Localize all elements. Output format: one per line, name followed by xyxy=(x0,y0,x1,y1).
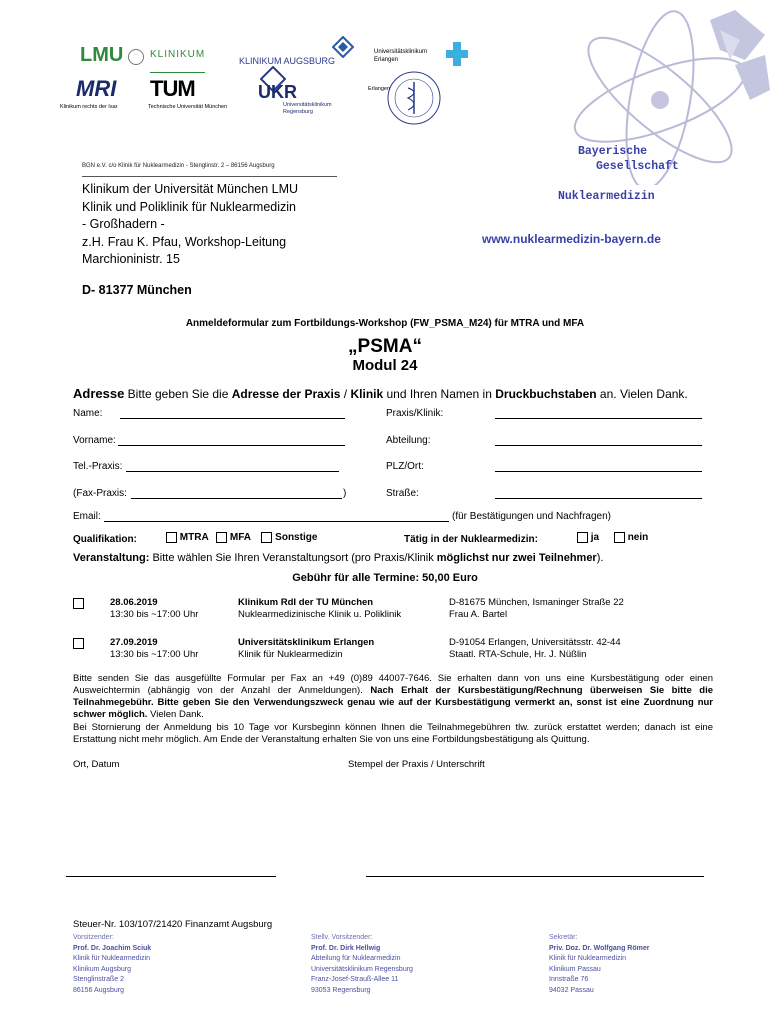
fax-label: (Fax-Praxis: xyxy=(73,488,127,499)
event-1-date: 28.06.2019 xyxy=(110,597,158,608)
mri-logo-text: MRI xyxy=(76,76,117,101)
tel-label: Tel.-Praxis: xyxy=(73,461,123,472)
praxis-label: Praxis/Klinik: xyxy=(386,408,444,419)
mri-caption: Klinikum rechts der Isar xyxy=(60,104,118,110)
name-field[interactable] xyxy=(120,418,345,419)
instructions-paragraph xyxy=(73,673,713,721)
event-2-checkbox[interactable] xyxy=(73,638,84,649)
event-2-addr1: D-91054 Erlangen, Universitätsstr. 42-44 xyxy=(449,637,621,648)
address-line: - Großhadern - xyxy=(82,217,165,231)
klinikum-augsburg-emblem-icon xyxy=(332,36,354,58)
ukr-logo-text: UKR xyxy=(258,82,297,102)
mfa-label: MFA xyxy=(229,532,251,544)
footer-col-3-line: 94032 Passau xyxy=(549,986,594,994)
form-topic: „PSMA“ xyxy=(348,336,422,357)
society-name-line1: Bayerische xyxy=(578,145,648,158)
taetig-options xyxy=(577,532,648,543)
veranstaltung-label: Veranstaltung: xyxy=(73,552,150,564)
uni-erlangen-line1: Universitätsklinikum xyxy=(374,49,428,55)
form-module: Modul 24 xyxy=(352,357,418,374)
address-line: Klinik und Poliklinik für Nuklearmedizin xyxy=(82,199,296,214)
footer-col-1-line: 86156 Augsburg xyxy=(73,986,124,994)
intro-part: Klinik xyxy=(350,387,384,401)
footer-col-2-line: 93053 Regensburg xyxy=(311,986,371,994)
mtra-checkbox[interactable] xyxy=(166,532,177,543)
event-1-place-sub: Nuklearmedizinische Klinik u. Poliklinik xyxy=(238,609,402,620)
footer-col-2-name: Prof. Dr. Dirk Hellwig xyxy=(311,944,381,952)
ukr-caption xyxy=(283,102,332,116)
instructions-part: Nach Erhalt der Kursbestätigung/Rechnung überweisen Sie bitte die Teilnahmegebühr. Bitte geben Sie den Verwendungszweck genau wie auf der Kursbestätigung vermerkt an, sonst ist eine Zuordnung nur schwer möglich. xyxy=(73,685,713,720)
vorname-label: Vorname: xyxy=(73,435,116,446)
footer-col-2 xyxy=(311,933,413,996)
society-name-line3: Nuklearmedizin xyxy=(558,190,655,203)
veranstaltung-part: Bitte wählen Sie Ihren Veranstaltungsort (pro Praxis/Klinik xyxy=(149,552,437,564)
klinikum-logo xyxy=(150,44,205,73)
sonstige-label: Sonstige xyxy=(275,532,318,544)
nein-label: nein xyxy=(627,532,649,544)
intro-part: und Ihren Namen in xyxy=(383,387,496,401)
event-2-time: 13:30 bis ~17:00 Uhr xyxy=(110,649,199,660)
tum-logo-text: TUM xyxy=(150,76,195,101)
ukr-caption-line1: Universitätsklinikum xyxy=(283,102,332,108)
klinikum-logo-text: KLINIKUM xyxy=(150,49,206,60)
footer-col-2-line: Franz-Josef-Strauß-Allee 11 xyxy=(311,976,399,983)
abteilung-label: Abteilung: xyxy=(386,435,431,446)
uni-erlangen-logo xyxy=(374,48,427,64)
footer-col-2-line: Universitätsklinikum Regensburg xyxy=(311,965,413,973)
footer-col-1-line: Stenglinstraße 2 xyxy=(73,976,124,983)
mtra-label: MTRA xyxy=(179,532,209,544)
intro-part: / xyxy=(340,387,351,401)
atom-emblem-icon xyxy=(560,10,770,185)
event-1-addr2: Frau A. Bartel xyxy=(449,609,508,620)
praxis-field[interactable] xyxy=(495,418,702,419)
event-1-place: Klinikum RdI der TU München xyxy=(238,597,374,608)
intro-part: an. Vielen Dank. xyxy=(596,387,688,401)
event-2-place-sub: Klinik für Nuklearmedizin xyxy=(238,649,343,660)
mfa-checkbox[interactable] xyxy=(216,532,227,543)
ja-label: ja xyxy=(590,532,600,544)
event-1-time: 13:30 bis ~17:00 Uhr xyxy=(110,609,199,620)
ukr-caption-line2: Regensburg xyxy=(283,109,313,115)
instructions-part: Vielen Dank. xyxy=(147,709,204,720)
abteilung-field[interactable] xyxy=(495,445,702,446)
society-url[interactable]: www.nuklearmedizin-bayern.de xyxy=(482,232,661,246)
ort-datum-label: Ort, Datum xyxy=(73,759,120,770)
intro-part: Adresse xyxy=(73,386,125,401)
footer-col-1-role: Vorsitzender: xyxy=(73,934,114,941)
event-1-place-block xyxy=(238,597,401,621)
footer-col-3-line: Klinikum Passau xyxy=(549,965,601,973)
event-2-date: 27.09.2019 xyxy=(110,637,158,648)
strasse-field[interactable] xyxy=(495,498,702,499)
vorname-field[interactable] xyxy=(118,445,345,446)
name-label: Name: xyxy=(73,408,103,419)
footer-col-1-name: Prof. Dr. Joachim Sciuk xyxy=(73,944,152,952)
uni-erlangen-line2: Erlangen xyxy=(374,57,399,63)
taetig-label: Tätig in der Nuklearmedizin: xyxy=(404,534,538,545)
ja-checkbox[interactable] xyxy=(577,532,588,543)
footer-col-1-line: Klinikum Augsburg xyxy=(73,965,131,973)
tum-caption: Technische Universität München xyxy=(148,104,228,110)
event-1-checkbox[interactable] xyxy=(73,598,84,609)
footer-col-3 xyxy=(549,933,649,996)
qualifikation-options xyxy=(166,532,317,543)
recipient-city: D- 81377 München xyxy=(82,283,192,297)
event-1-addr-block xyxy=(449,597,624,621)
fax-field[interactable] xyxy=(131,498,342,499)
erlangen-seal-label: Erlangen xyxy=(368,86,391,92)
intro-part: Adresse der Praxis xyxy=(231,387,341,401)
intro-part: Druckbuchstaben xyxy=(495,387,597,401)
address-intro xyxy=(73,386,688,401)
cancellation-paragraph: Bei Stornierung der Anmeldung bis 10 Tage vor Kursbeginn können Ihnen die Teilnahmegebühren tlw. zurück erstattet werden; danach ist eine Erstattung nicht mehr möglich. Am Ende der Veranstaltung erhalten Sie von uns eine Fortbildungsbestätigung als Quittung. xyxy=(73,722,713,745)
plz-label: PLZ/Ort: xyxy=(386,461,424,472)
medical-cross-icon xyxy=(446,42,468,66)
veranstaltung-part: ). xyxy=(596,552,604,564)
event-1-addr1: D-81675 München, Ismaninger Straße 22 xyxy=(449,597,624,608)
footer-col-2-role: Stellv. Vorsitzender: xyxy=(311,934,373,941)
footer-col-2-line: Abteilung für Nuklearmedizin xyxy=(311,955,401,962)
recipient-address xyxy=(82,181,298,269)
qualifikation-label: Qualifikation: xyxy=(73,534,137,545)
stempel-label: Stempel der Praxis / Unterschrift xyxy=(348,759,485,770)
event-2-place-block xyxy=(238,637,374,661)
nein-checkbox[interactable] xyxy=(614,532,625,543)
footer-col-3-role: Sekretär: xyxy=(549,934,578,941)
erlangen-seal-icon xyxy=(386,70,442,126)
strasse-label: Straße: xyxy=(386,488,419,499)
footer-col-1 xyxy=(73,933,151,996)
tum-logo xyxy=(150,76,195,102)
veranstaltung-text xyxy=(73,552,603,564)
ort-datum-line[interactable] xyxy=(66,876,276,877)
plz-field[interactable] xyxy=(495,471,702,472)
intro-part: Bitte geben Sie die xyxy=(124,387,232,401)
lmu-logo-text: LMU xyxy=(80,44,124,66)
ukr-logo xyxy=(258,82,297,103)
footer-col-3-name: Priv. Doz. Dr. Wolfgang Römer xyxy=(549,944,650,952)
event-2-addr-block xyxy=(449,637,621,661)
klinikum-augsburg-logo xyxy=(239,51,335,69)
lmu-logo xyxy=(80,44,144,67)
mri-logo xyxy=(76,76,116,102)
gebuehr: Gebühr für alle Termine: 50,00 Euro xyxy=(292,572,478,584)
tel-field[interactable] xyxy=(126,471,339,472)
event-2-place: Universitätsklinikum Erlangen xyxy=(238,637,375,648)
fax-close: ) xyxy=(343,488,347,499)
veranstaltung-part: möglichst nur zwei Teilnehmer xyxy=(436,552,597,564)
email-note: (für Bestätigungen und Nachfragen) xyxy=(452,511,611,522)
footer-col-1-line: Klinik für Nuklearmedizin xyxy=(73,955,151,962)
lmu-seal-icon xyxy=(128,49,144,65)
signature-line[interactable] xyxy=(366,876,704,877)
email-label: Email: xyxy=(73,511,101,522)
society-name-line2: Gesellschaft xyxy=(596,160,679,173)
footer-col-3-line: Klinik für Nuklearmedizin xyxy=(549,955,627,962)
event-1-date-block xyxy=(110,597,198,621)
steuer-nr: Steuer-Nr. 103/107/21420 Finanzamt Augsburg xyxy=(73,919,273,930)
address-line: z.H. Frau K. Pfau, Workshop-Leitung xyxy=(82,234,287,249)
sender-line: BGN e.V. c/o Klinik für Nuklearmedizin - Stenglinstr. 2 – 86156 Augsburg xyxy=(82,163,275,169)
event-2-addr2: Staatl. RTA-Schule, Hr. J. Nüßlin xyxy=(449,649,587,660)
email-field[interactable] xyxy=(104,521,449,522)
event-2-date-block xyxy=(110,637,198,661)
address-line: Klinikum der Universität München LMU xyxy=(82,182,299,196)
form-title: Anmeldeformular zum Fortbildungs-Workshop (FW_PSMA_M24) für MTRA und MFA xyxy=(185,318,585,329)
klinikum-augsburg-text: KLINIKUM AUGSBURG xyxy=(239,56,336,66)
instructions-part: Bitte senden Sie das ausgefüllte Formular per Fax an +49 (0)89 44007-7646. Sie erhalten dann von uns eine Kursbestätigung oder einen Ausweichtermin (abhängig von der Anzahl der Anmeldungen). xyxy=(73,673,713,696)
footer-col-3-line: Innstraße 76 xyxy=(549,976,589,983)
sonstige-checkbox[interactable] xyxy=(261,532,272,543)
sender-divider xyxy=(82,176,337,177)
address-line: Marchioninistr. 15 xyxy=(82,252,180,266)
